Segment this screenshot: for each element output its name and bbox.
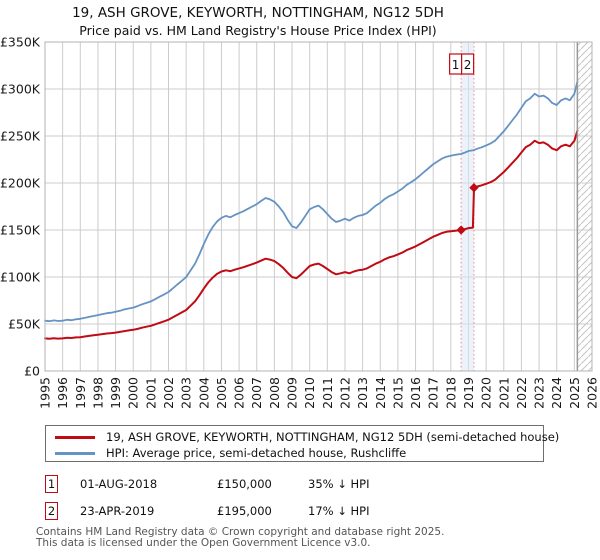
x-axis-tick-2015: 2015 xyxy=(390,377,406,409)
legend-item-property xyxy=(55,430,560,444)
footer-line-2: This data is licensed under the Open Government Licence v3.0. xyxy=(36,537,371,549)
x-axis-tick-2021: 2021 xyxy=(496,377,512,409)
y-axis-tick-350: £350K xyxy=(0,34,40,50)
x-axis-tick-2004: 2004 xyxy=(196,377,212,409)
y-axis-tick-250: £250K xyxy=(0,128,40,144)
sale-row-2 xyxy=(45,502,565,522)
sale-number-badge: 2 xyxy=(45,502,58,520)
sale-hpi-diff: 35% ↓ HPI xyxy=(308,477,370,491)
x-axis-tick-2012: 2012 xyxy=(337,377,353,409)
sale-date: 23-APR-2019 xyxy=(80,504,155,518)
x-axis-tick-2026: 2026 xyxy=(584,377,600,409)
future-hatch-region xyxy=(577,42,592,371)
legend-label-property: 19, ASH GROVE, KEYWORTH, NOTTINGHAM, NG12 5DH (semi-detached house) xyxy=(106,430,560,444)
legend-swatch-hpi xyxy=(55,452,95,455)
hpi-series-line xyxy=(45,82,577,322)
x-axis-tick-2010: 2010 xyxy=(302,377,318,409)
sale-number-badge: 1 xyxy=(45,475,58,493)
y-axis-tick-200: £200K xyxy=(0,175,40,191)
x-axis-tick-2005: 2005 xyxy=(213,377,229,409)
x-axis-tick-2022: 2022 xyxy=(513,377,529,409)
sale-row-1 xyxy=(45,475,565,495)
sale-flag-label-2: 2 xyxy=(463,58,472,72)
x-axis-tick-2014: 2014 xyxy=(372,377,388,409)
x-axis-tick-2011: 2011 xyxy=(319,377,335,409)
y-axis-tick-150: £150K xyxy=(0,222,40,238)
footer-line-1: Contains HM Land Registry data © Crown copyright and database right 2025. xyxy=(36,526,445,538)
x-axis-tick-2008: 2008 xyxy=(266,377,282,409)
x-axis-tick-2006: 2006 xyxy=(231,377,247,409)
y-axis-tick-300: £300K xyxy=(0,81,40,97)
x-axis-tick-2019: 2019 xyxy=(460,377,476,409)
x-axis-tick-2023: 2023 xyxy=(531,377,547,409)
page-title: 19, ASH GROVE, KEYWORTH, NOTTINGHAM, NG12 5DH xyxy=(72,5,444,21)
legend-item-hpi xyxy=(55,446,543,460)
x-axis-tick-2003: 2003 xyxy=(178,377,194,409)
x-axis-tick-2016: 2016 xyxy=(408,377,424,409)
x-axis-tick-2018: 2018 xyxy=(443,377,459,409)
x-axis-tick-1996: 1996 xyxy=(55,377,71,409)
x-axis-tick-1999: 1999 xyxy=(108,377,124,409)
sale-flag-label-1: 1 xyxy=(451,58,460,72)
x-axis-tick-1998: 1998 xyxy=(90,377,106,409)
chart-legend xyxy=(45,425,560,462)
sale-date: 01-AUG-2018 xyxy=(80,477,158,491)
sale-price: £150,000 xyxy=(217,477,272,491)
x-axis-tick-2000: 2000 xyxy=(125,377,141,409)
property-series-line xyxy=(45,131,577,339)
x-axis-tick-2017: 2017 xyxy=(425,377,441,409)
x-axis-tick-1995: 1995 xyxy=(37,377,53,409)
sale-period-band xyxy=(461,42,474,371)
legend-label-hpi: HPI: Average price, semi-detached house, Rushcliffe xyxy=(106,446,407,460)
x-axis-tick-2025: 2025 xyxy=(566,377,582,409)
x-axis-tick-2007: 2007 xyxy=(249,377,265,409)
y-axis-tick-100: £100K xyxy=(0,269,40,285)
page-subtitle: Price paid vs. HM Land Registry's House Price Index (HPI) xyxy=(79,23,437,38)
x-axis-tick-2013: 2013 xyxy=(355,377,371,409)
x-axis-tick-2009: 2009 xyxy=(284,377,300,409)
x-axis-tick-1997: 1997 xyxy=(72,377,88,409)
x-axis-tick-2002: 2002 xyxy=(161,377,177,409)
x-axis-tick-2020: 2020 xyxy=(478,377,494,409)
sale-hpi-diff: 17% ↓ HPI xyxy=(308,504,370,518)
x-axis-tick-2001: 2001 xyxy=(143,377,159,409)
x-axis-tick-2024: 2024 xyxy=(549,377,565,409)
copyright-footer xyxy=(36,527,444,549)
sale-price: £195,000 xyxy=(217,504,272,518)
y-axis-tick-50: £50K xyxy=(7,316,40,332)
legend-swatch-property xyxy=(55,436,95,439)
y-axis-tick-0: £0 xyxy=(24,363,40,379)
